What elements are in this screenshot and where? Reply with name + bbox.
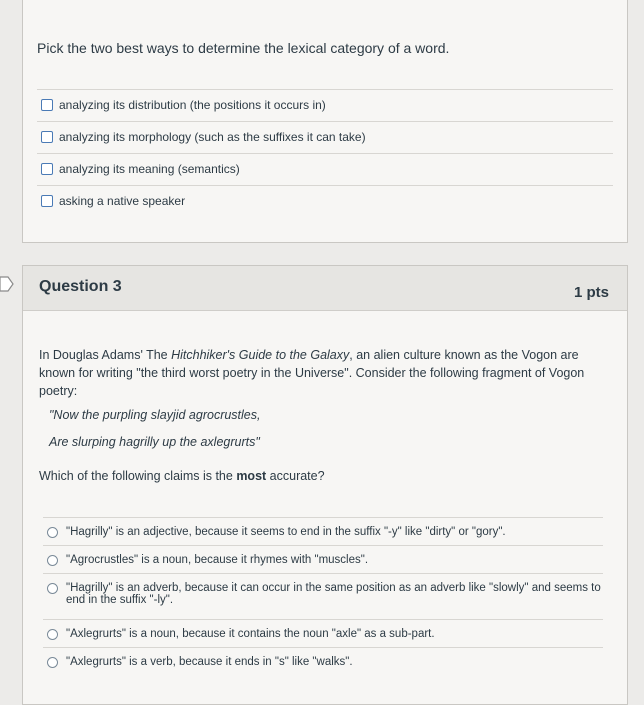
intro-text: In Douglas Adams' The (39, 348, 172, 362)
answer-label: asking a native speaker (59, 194, 186, 208)
answer-option-axlegrurts-verb[interactable] (43, 647, 603, 675)
question-3-card (22, 265, 628, 705)
answer-label: analyzing its meaning (semantics) (59, 162, 240, 176)
prompt-text-end: accurate? (266, 469, 325, 483)
radio-button[interactable] (47, 657, 58, 668)
answer-label: "Axlegrurts" is a noun, because it contains the noun "axle" as a sub-part. (66, 628, 435, 640)
checkbox[interactable] (41, 195, 53, 207)
prompt-text: Which of the following claims is the (39, 469, 237, 483)
answer-option-hagrilly-adverb[interactable] (43, 573, 603, 619)
question-2-card (22, 0, 628, 243)
book-title: Hitchhiker's Guide to the Galaxy (171, 348, 350, 362)
prompt-emphasis: most (236, 469, 267, 483)
answer-option-morphology[interactable] (37, 121, 613, 152)
radio-button[interactable] (47, 527, 58, 538)
checkbox[interactable] (41, 131, 53, 143)
intro-text-cont: , an alien culture known as the Vogon are known for writing "the third worst poetry in the Universe". Consider the following fragment of Vogon poetry: (39, 348, 585, 398)
question-intro (39, 346, 609, 400)
answer-label: "Hagrilly" is an adverb, because it can occur in the same position as an adverb like "slowly" and seems to end in the suffix "-ly". (66, 582, 601, 606)
answer-option-axlegrurts-noun[interactable] (43, 619, 603, 647)
answer-label: "Hagrilly" is an adjective, because it seems to end in the suffix "-y" like "dirty" or "gory". (66, 526, 506, 538)
radio-button[interactable] (47, 555, 58, 566)
answer-option-hagrilly-adjective[interactable] (43, 517, 603, 545)
answer-option-distribution[interactable] (37, 89, 613, 120)
answer-label: analyzing its distribution (the positions it occurs in) (59, 98, 326, 112)
answer-option-agrocrustles-noun[interactable] (43, 545, 603, 573)
answer-label: "Agrocrustles" is a noun, because it rhymes with "muscles". (66, 554, 369, 566)
question-title: Question 3 (39, 278, 122, 295)
poem-line-1: "Now the purpling slayjid agrocrustles, (49, 408, 261, 422)
question-prompt (39, 467, 609, 485)
question-points: 1 pts (573, 284, 609, 301)
question-2-prompt: Pick the two best ways to determine the lexical category of a word. (37, 40, 450, 56)
bookmark-flag-icon[interactable] (0, 276, 14, 292)
question-header (23, 266, 627, 311)
answer-label: "Axlegrurts" is a verb, because it ends in "s" like "walks". (66, 656, 353, 668)
checkbox[interactable] (41, 163, 53, 175)
radio-button[interactable] (47, 629, 58, 640)
answer-option-meaning[interactable] (37, 153, 613, 184)
answer-option-native-speaker[interactable] (37, 185, 613, 216)
radio-button[interactable] (47, 583, 58, 594)
poem-line-2: Are slurping hagrilly up the axlegrurts" (49, 435, 260, 449)
answer-label: analyzing its morphology (such as the suffixes it can take) (59, 130, 366, 144)
checkbox[interactable] (41, 99, 53, 111)
